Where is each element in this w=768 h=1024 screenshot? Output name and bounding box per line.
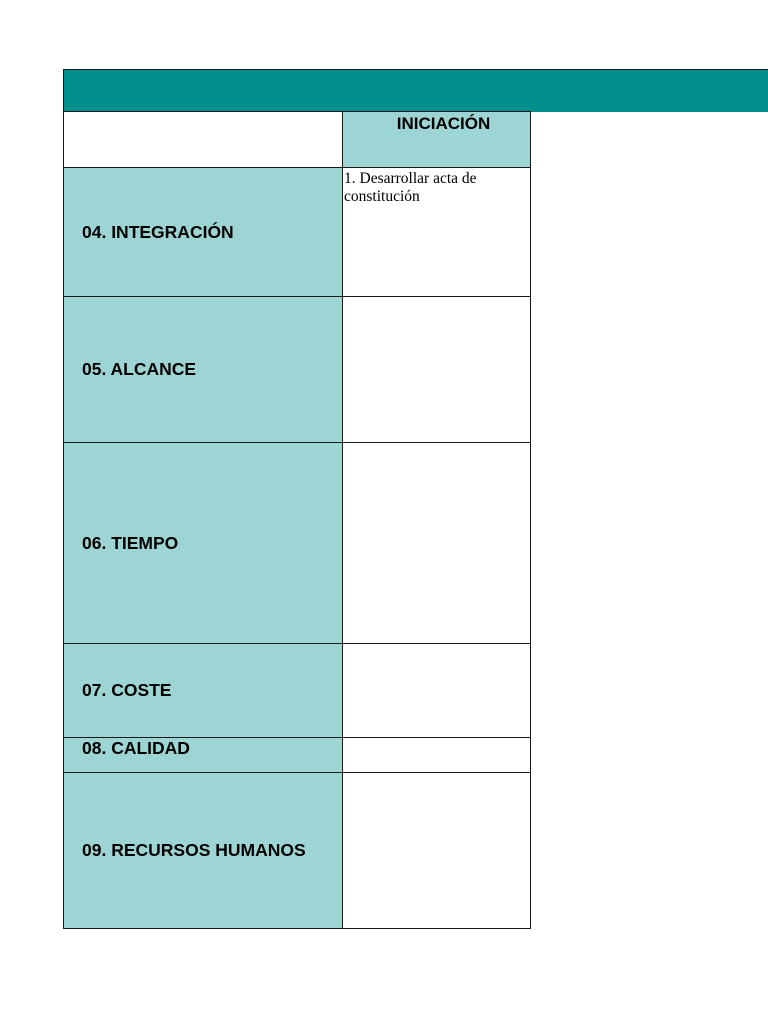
row-label-alcance: 05. ALCANCE [63, 297, 342, 443]
cell-coste-iniciacion [342, 644, 531, 738]
cell-integracion-iniciacion: 1. Desarrollar acta de constitución [342, 168, 531, 297]
table-title-banner [63, 69, 768, 112]
cell-calidad-iniciacion [342, 738, 531, 773]
cell-tiempo-iniciacion [342, 443, 531, 644]
row-label-tiempo: 06. TIEMPO [63, 443, 342, 644]
cell-alcance-iniciacion [342, 297, 531, 443]
row-label-integracion: 04. INTEGRACIÓN [63, 168, 342, 297]
column-header-iniciacion: INICIACIÓN [342, 112, 531, 168]
row-label-calidad: 08. CALIDAD [63, 738, 342, 773]
row-label-recursos-humanos: 09. RECURSOS HUMANOS [63, 773, 342, 929]
row-label-coste: 07. COSTE [63, 644, 342, 738]
table-corner-cell [63, 112, 342, 168]
cell-recursos-humanos-iniciacion [342, 773, 531, 929]
